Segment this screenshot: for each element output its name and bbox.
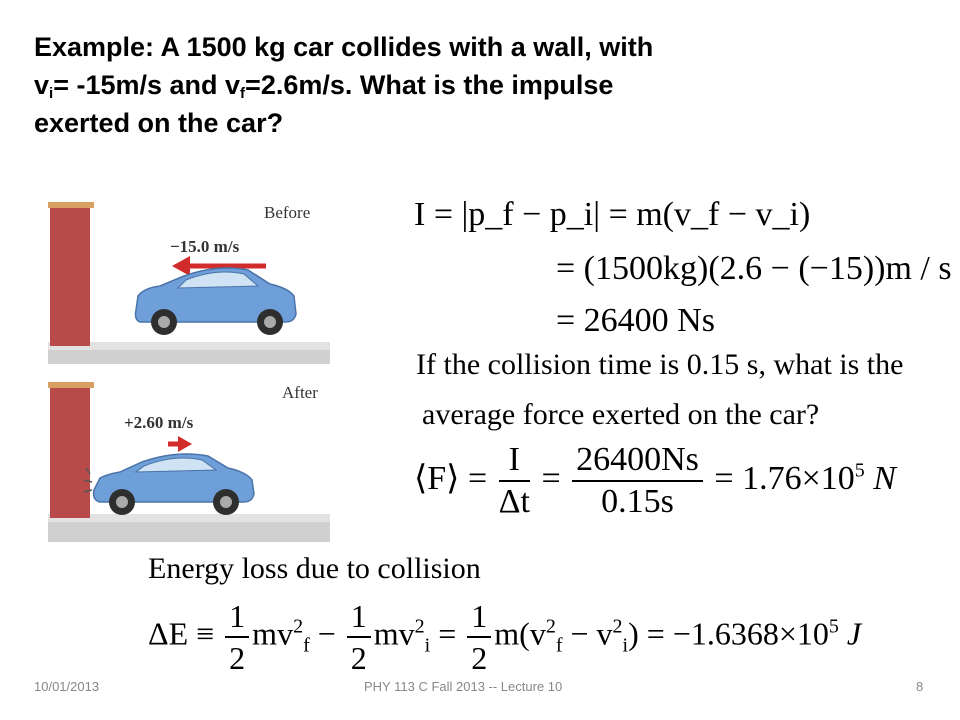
before-wall [50,206,90,346]
before-panel [48,202,330,364]
after-label: After [282,383,318,402]
energy-lhs: ΔE ≡ [148,615,215,652]
force-unit: N [873,459,896,497]
energy-equation: ΔE ≡ $\frac{1}{2}$ $mv^2_f$ − $\frac{1}{2}$ $mv^2_i$ = $\frac{1}{2}$ $m(v^2_f - v^2_i) = -1.6368\times 10^5$ J [148,598,862,676]
title-line-1: Example: A 1500 kg car collides with a wall, with [34,32,654,62]
title-text-b: =2.6m/s. What is the impulse [245,70,614,100]
energy-half-3: $\frac{1}{2}$ [467,596,491,678]
force-fraction-1: $\frac{I}{\Delta t}$ [498,441,530,520]
impulse-result: = 26400 Ns [556,302,715,339]
after-wall-cap [48,382,94,388]
force-equation: ⟨F⟩ = $\frac{I}{\Delta t}$ = $\frac{26400Ns}{0.15s}$ = $1.76\times 10^5$ N [414,441,896,520]
after-velocity-arrow [168,436,192,452]
energy-minus: − [317,615,336,652]
impulse-lhs: I = [414,196,453,233]
energy-heading: Energy loss due to collision [148,552,481,585]
energy-term-3: m(v [494,615,546,652]
slide-title [34,28,934,142]
energy-term-3-end: ) [628,615,639,652]
energy-term-1: mv [252,615,294,652]
after-panel [48,382,330,542]
collision-figure [48,192,330,542]
force-result: = 1.76×10 [714,459,855,497]
before-speed-label: −15.0 m/s [170,237,240,256]
before-wall-cap [48,202,94,208]
impulse-substitution: = (1500kg)(2.6 − (−15))m / s [556,250,952,287]
force-fraction-2: $\frac{26400Ns}{0.15s}$ [572,440,703,522]
before-car [136,268,297,335]
after-car [84,454,254,515]
before-label: Before [264,203,311,222]
question-line-1: If the collision time is 0.15 s, what is the [416,348,904,381]
energy-unit: J [846,615,862,652]
energy-equals: = [438,615,457,652]
footer-date: 10/01/2013 [34,679,100,694]
energy-result: = −1.6368×10 [646,615,829,652]
energy-exponent: 5 [828,615,839,638]
impulse-abs: |p_f − p_i| [461,196,601,233]
after-wall [50,386,90,518]
footer-course: PHY 113 C Fall 2013 -- Lecture 10 [364,679,563,694]
force-lhs: ⟨F⟩ = [414,459,488,497]
footer-page-number: 8 [916,679,924,694]
energy-half-1: $\frac{1}{2}$ [225,596,249,678]
after-ground-shadow [48,522,330,542]
title-line-3: exerted on the car? [34,108,284,138]
before-ground-shadow [48,350,330,364]
force-exponent: 5 [854,459,865,482]
title-sub-f: f [240,85,246,102]
title-line-2 [34,66,934,104]
title-v: v [34,70,50,100]
impulse-rhs: = m(v_f − v_i) [608,196,811,233]
energy-term-2: mv [373,615,415,652]
question-line-2: average force exerted on the car? [422,398,820,431]
energy-half-2: $\frac{1}{2}$ [347,596,371,678]
title-sub-i: i [49,85,54,102]
energy-term-3-mid: − v [562,615,613,652]
impulse-equation [414,196,810,234]
title-text-a: = -15m/s and v [53,70,241,100]
after-speed-label: +2.60 m/s [124,413,194,432]
